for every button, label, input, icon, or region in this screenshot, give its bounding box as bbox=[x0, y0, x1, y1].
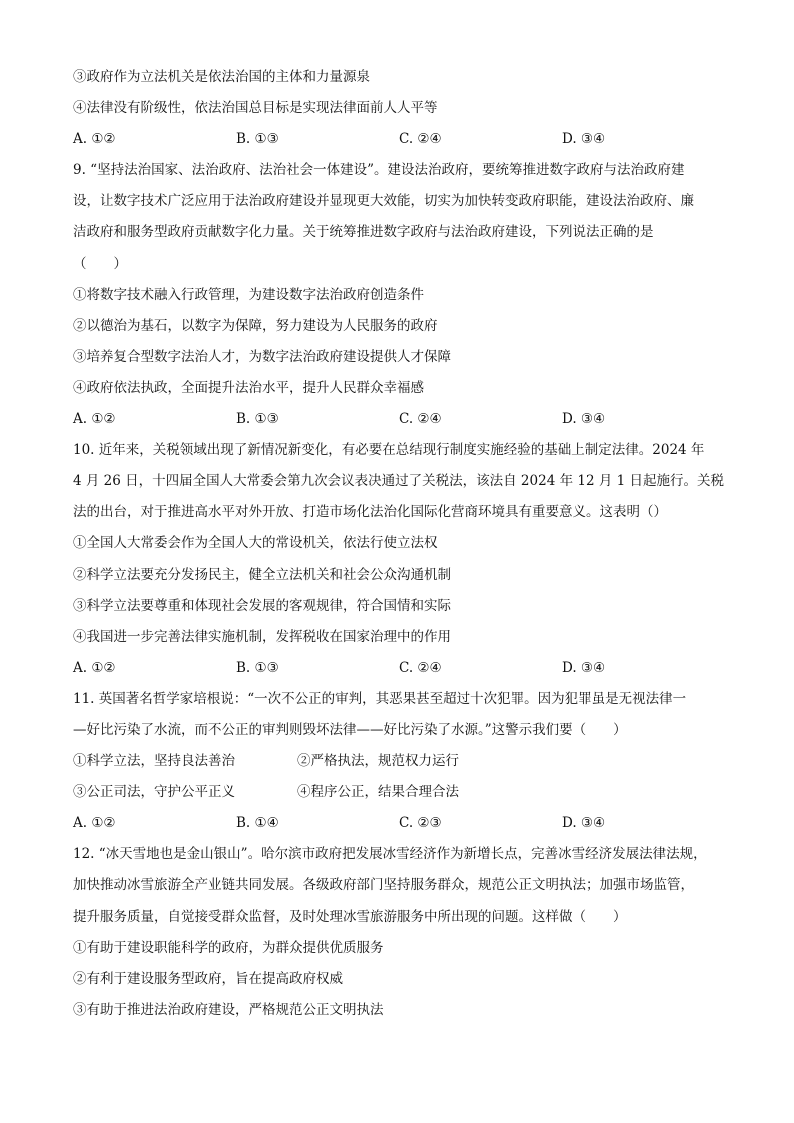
option-statement-3: ③培养复合型数字法治人才，为数字法治政府建设提供人才保障 bbox=[73, 348, 451, 365]
answer-option-c: C. ②④ bbox=[399, 131, 442, 148]
question-stem-line: 9. “坚持法治国家、法治政府、法治社会一体建设”。建设法治政府，要统筹推进数字政府与法治政府建 bbox=[73, 162, 685, 179]
document-page bbox=[73, 62, 753, 1026]
option-statement-3: ③公正司法，守护公平正义 bbox=[73, 784, 235, 801]
option-statement-row bbox=[73, 746, 753, 777]
option-statement-row bbox=[73, 777, 753, 808]
question-10 bbox=[73, 435, 753, 684]
question-stem-line: 10. 近年来，关税领域出现了新情况新变化，有必要在总结现行制度实施经验的基础上制定法律。2024 年 bbox=[73, 442, 705, 459]
question-stem-line: 法的出台，对于推进高水平对外开放、打造市场化法治化国际化营商环境具有重要意义。这表明（） bbox=[73, 504, 667, 521]
answer-option-b: B. ①③ bbox=[236, 659, 279, 676]
answer-option-a: A. ①② bbox=[73, 131, 116, 148]
question-11 bbox=[73, 684, 753, 839]
option-statement-1: ①有助于建设职能科学的政府，为群众提供优质服务 bbox=[73, 939, 384, 956]
answer-option-b: B. ①③ bbox=[236, 411, 279, 428]
answer-option-b: B. ①③ bbox=[236, 131, 279, 148]
option-statement-3: ③政府作为立法机关是依法治国的主体和力量源泉 bbox=[73, 69, 370, 85]
answer-option-d: D. ③④ bbox=[562, 411, 606, 428]
option-statement-1: ①将数字技术融入行政管理，为建设数字法治政府创造条件 bbox=[73, 286, 424, 303]
question-stem-line: 4 月 26 日，十四届全国人大常委会第九次会议表决通过了关税法，该法自 2024 年 12 月 1 日起施行。关税 bbox=[73, 473, 725, 490]
answer-option-a: A. ①② bbox=[73, 411, 116, 428]
option-statement-2: ②严格执法，规范权力运行 bbox=[297, 753, 459, 770]
answer-option-d: D. ③④ bbox=[562, 659, 606, 676]
option-statement-3: ③有助于推进法治政府建设，严格规范公正文明执法 bbox=[73, 1001, 384, 1018]
answer-option-d: D. ③④ bbox=[562, 815, 606, 832]
answer-blank: （ ） bbox=[73, 255, 127, 272]
answer-options bbox=[73, 124, 753, 155]
question-stem-line: —好比污染了水流，而不公正的审判则毁坏法律——好比污染了水源。”这警示我们要（ ） bbox=[73, 721, 627, 738]
question-stem-line: 洁政府和服务型政府贡献数字化力量。关于统筹推进数字政府与法治政府建设，下列说法正确的是 bbox=[73, 224, 654, 241]
question-stem-line: 11. 英国著名哲学家培根说：“一次不公正的审判，其恶果甚至超过十次犯罪。因为犯罪虽是无视法律一 bbox=[73, 690, 687, 707]
answer-option-a: A. ①② bbox=[73, 815, 116, 832]
option-statement-2: ②以德治为基石，以数字为保障，努力建设为人民服务的政府 bbox=[73, 317, 438, 334]
answer-options bbox=[73, 404, 753, 435]
option-statement-1: ①科学立法，坚持良法善治 bbox=[73, 753, 235, 770]
question-12 bbox=[73, 839, 753, 1026]
question-stem-line: 提升服务质量，自觉接受群众监督，及时处理冰雪旅游服务中所出现的问题。这样做（ ） bbox=[73, 908, 627, 925]
answer-option-a: A. ①② bbox=[73, 659, 116, 676]
answer-options bbox=[73, 653, 753, 684]
option-statement-2: ②科学立法要充分发扬民主，健全立法机关和社会公众沟通机制 bbox=[73, 566, 451, 583]
answer-option-c: C. ②④ bbox=[399, 411, 442, 428]
option-statement-4: ④政府依法执政，全面提升法治水平，提升人民群众幸福感 bbox=[73, 379, 424, 396]
question-9 bbox=[73, 155, 753, 435]
option-statement-4: ④我国进一步完善法律实施机制，发挥税收在国家治理中的作用 bbox=[73, 628, 451, 645]
answer-option-b: B. ①④ bbox=[236, 815, 279, 832]
option-statement-4: ④程序公正，结果合理合法 bbox=[297, 784, 459, 801]
answer-option-c: C. ②③ bbox=[399, 815, 442, 832]
option-statement-3: ③科学立法要尊重和体现社会发展的客观规律，符合国情和实际 bbox=[73, 597, 451, 614]
question-stem-line: 加快推动冰雪旅游全产业链共同发展。各级政府部门坚持服务群众，规范公正文明执法；加强市场监管， bbox=[73, 877, 694, 894]
option-statement-2: ②有利于建设服务型政府，旨在提高政府权威 bbox=[73, 970, 343, 987]
question-stem-line: 12. “冰天雪地也是金山银山”。哈尔滨市政府把发展冰雪经济作为新增长点，完善冰雪经济发展法律法规， bbox=[73, 846, 707, 863]
option-statement-4: ④法律没有阶级性，依法治国总目标是实现法律面前人人平等 bbox=[73, 100, 438, 117]
answer-option-c: C. ②④ bbox=[399, 659, 442, 676]
question-stem-line: 设，让数字技术广泛应用于法治政府建设并显现更大效能，切实为加快转变政府职能，建设法治政府、廉 bbox=[73, 193, 694, 210]
answer-option-d: D. ③④ bbox=[562, 131, 606, 148]
answer-options bbox=[73, 808, 753, 839]
option-statement-1: ①全国人大常委会作为全国人大的常设机关，依法行使立法权 bbox=[73, 535, 438, 552]
